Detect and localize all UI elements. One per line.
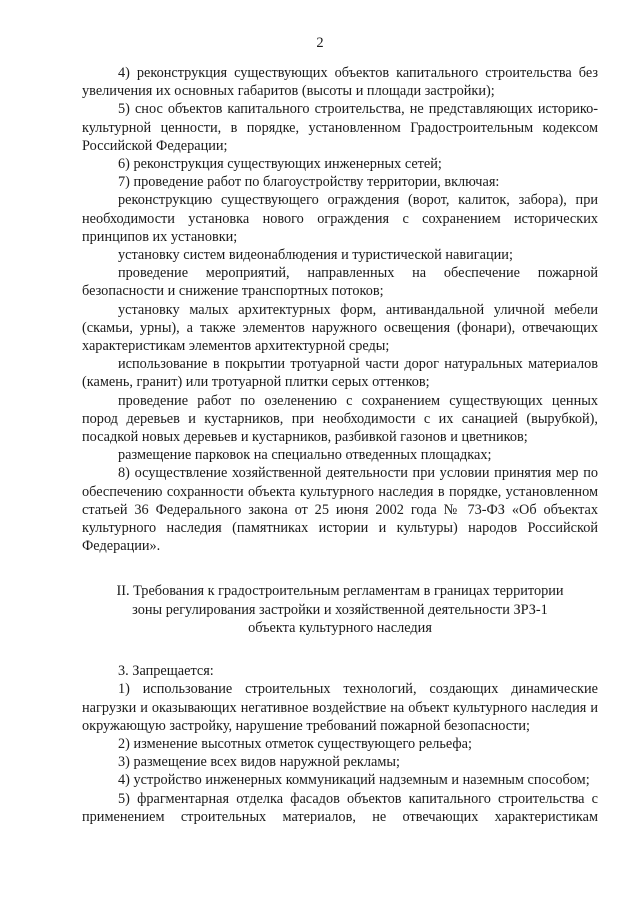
section-heading [82,582,598,637]
page-number: 2 [316,35,324,51]
paragraph-parking: размещение парковок на специально отведенных площадках; [118,447,492,464]
paragraph-small-forms: установку малых архитектурных форм, антивандальной уличной мебели (скамьи, урны), а также элементов наружного освещения (фонари), отвечающих характеристикам элементов архитектурной среды; [82,301,598,355]
section-heading-line-3: объекта культурного наследия [248,619,432,636]
paragraph-prohibit-2: 2) изменение высотных отметок существующего рельефа; [118,735,472,752]
paragraph-item-4: 4) реконструкция существующих объектов капитального строительства без увеличения их основных габаритов (высоты и площади застройки); [82,65,598,100]
paragraph-prohibit-3: 3) размещение всех видов наружной рекламы; [118,754,400,771]
paragraph-fire-safety: проведение мероприятий, направленных на обеспечение пожарной безопасности и снижение транспортных потоков; [82,265,598,300]
paragraph-item-5: 5) снос объектов капитального строительства, не представляющих историко-культурной ценности, в порядке, установленном Градостроительным кодексом Российской Федерации; [82,101,598,154]
paragraph-prohibit-5: 5) фрагментарная отделка фасадов объектов капитального строительства с применением строительных материалов, не отвечающих характеристикам [82,790,598,825]
paragraph-item-8: 8) осуществление хозяйственной деятельности при условии принятия мер по обеспечению сохранности объекта культурного наследия в порядке, установленном статьей 36 Федерального закона от 25 июня 2002 года № 73-ФЗ «Об объектах культурного наследия (памятниках истории и культуры) народов Российской Федерации». [82,465,598,555]
paragraph-item-6: 6) реконструкция существующих инженерных сетей; [118,156,442,173]
paragraph-fence: реконструкцию существующего ограждения (ворот, калиток, забора), при необходимости установка нового ограждения с сохранением исторических принципов их установки; [82,192,598,245]
document-body [82,64,598,826]
paragraph-pavement: использование в покрытии тротуарной части дорог натуральных материалов (камень, гранит) или тротуарной плитки серых оттенков; [82,356,598,391]
paragraph-greening: проведение работ по озеленению с сохранением существующих ценных пород деревьев и кустарников, при необходимости с их санацией (вырубкой), посадкой новых деревьев и кустарников, разбивкой газонов и цветников; [82,392,598,446]
paragraph-video: установку систем видеонаблюдения и туристической навигации; [118,247,513,264]
paragraph-prohibit-1: 1) использование строительных технологий, создающих динамические нагрузки и оказывающих негативное воздействие на объект культурного наследия и окружающую застройку, нарушение требований пожарной безопасности; [82,681,598,734]
paragraph-prohibit-4: 4) устройство инженерных коммуникаций надземным и наземным способом; [118,772,590,789]
section-heading-line-2: зоны регулирования застройки и хозяйственной деятельности ЗРЗ-1 [132,601,548,618]
paragraph-item-7: 7) проведение работ по благоустройству территории, включая: [118,174,500,191]
section-heading-line-1: II. Требования к градостроительным регламентам в границах территории [116,583,564,600]
paragraph-prohibited: 3. Запрещается: [118,663,214,680]
